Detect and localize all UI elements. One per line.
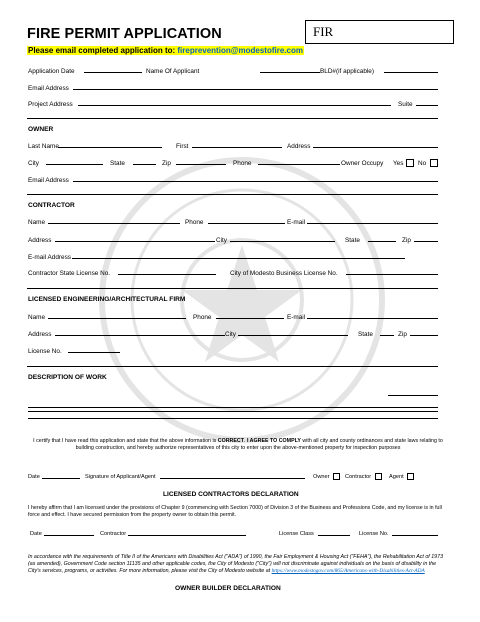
applicant-email-field[interactable] — [73, 89, 438, 90]
label-city: City — [28, 160, 40, 167]
owner-email-field[interactable] — [73, 181, 438, 182]
label-email: E-mail — [287, 219, 306, 226]
owner-checkbox[interactable] — [333, 473, 340, 480]
description-line-4[interactable] — [28, 418, 438, 419]
certification-text-3: with all city and county ordinances and state laws relating to building construction, and hereby authorize representatives of this city to enter upon the above-mentioned property for inspection purposes — [75, 438, 443, 452]
label-zip: Zip — [402, 237, 411, 244]
contractor-email-address-field[interactable] — [72, 258, 405, 259]
description-line-3[interactable] — [28, 411, 438, 412]
owner-phone-field[interactable] — [258, 164, 340, 165]
contractor-city-field[interactable] — [230, 241, 335, 242]
label-email-address: E-mail Address — [28, 254, 71, 261]
label-license-no: License No. — [359, 531, 389, 537]
label-contractor: Contractor — [100, 531, 127, 537]
certification-text-1: I certify that I have read this application and state that the above information is — [33, 438, 218, 444]
firm-license-field[interactable] — [68, 352, 120, 353]
certification-text-2: . — [243, 438, 247, 444]
contractor-email-field[interactable] — [307, 223, 438, 224]
label-signature: Signature of Applicant/Agent — [85, 474, 156, 480]
application-date-field[interactable] — [84, 72, 142, 73]
firm-email-field[interactable] — [307, 318, 438, 319]
firm-zip-field[interactable] — [410, 335, 438, 336]
label-no: No — [418, 160, 427, 167]
divider — [27, 366, 438, 367]
owner-zip-field[interactable] — [176, 164, 226, 165]
label-owner: Owner — [313, 474, 330, 480]
business-license-field[interactable] — [346, 274, 438, 275]
label-first: First — [176, 143, 189, 150]
certification-correct: CORRECT — [217, 438, 244, 444]
divider — [27, 288, 438, 289]
contractor-name-field[interactable] — [48, 223, 180, 224]
owner-address-field[interactable] — [313, 147, 438, 148]
section-contractor: CONTRACTOR — [28, 202, 75, 209]
contractor-checkbox[interactable] — [375, 473, 382, 480]
label-owner-email: Email Address — [28, 177, 69, 184]
firm-state-field[interactable] — [380, 335, 394, 336]
label-state: State — [110, 160, 125, 167]
label-email: E-mail — [287, 314, 306, 321]
label-project-address: Project Address — [28, 101, 73, 108]
label-license: License No. — [28, 348, 62, 355]
label-zip: Zip — [162, 160, 171, 167]
firm-address-field[interactable] — [55, 335, 225, 336]
label-name-of-applicant: Name Of Applicant — [146, 68, 200, 75]
label-contractor: Contractor — [345, 474, 372, 480]
declaration-contractor-field[interactable] — [128, 535, 246, 536]
certification-agree: I AGREE TO COMPLY — [246, 438, 301, 444]
contractor-address-field[interactable] — [55, 241, 215, 242]
page-title: FIRE PERMIT APPLICATION — [27, 26, 222, 42]
applicant-name-field[interactable] — [260, 72, 320, 73]
ada-notice — [28, 554, 448, 575]
permit-number-box[interactable] — [305, 20, 454, 44]
section-description-of-work: DESCRIPTION OF WORK — [28, 374, 107, 381]
bld-field[interactable] — [384, 72, 438, 73]
email-link[interactable]: fireprevention@modestofire.com — [177, 46, 303, 55]
owner-builder-heading: OWNER BUILDER DECLARATION — [175, 585, 281, 592]
description-line-1[interactable] — [388, 395, 438, 396]
label-application-date: Application Date — [28, 68, 75, 75]
section-firm: LICENSED ENGINEERING/ARCHITECTURAL FIRM — [28, 296, 186, 303]
contractor-zip-field[interactable] — [414, 241, 438, 242]
divider — [27, 194, 438, 195]
label-phone: Phone — [185, 219, 204, 226]
label-zip: Zip — [398, 331, 407, 338]
label-contractor-license: Contractor State License No. — [28, 270, 111, 277]
description-line-2[interactable] — [28, 407, 438, 408]
label-name: Name — [28, 314, 46, 321]
owner-occupy-no-checkbox[interactable] — [430, 159, 438, 167]
owner-occupy-yes-checkbox[interactable] — [406, 159, 414, 167]
label-date: Date — [30, 531, 42, 537]
divider — [27, 118, 438, 119]
licensed-contractors-heading: LICENSED CONTRACTORS DECLARATION — [163, 491, 299, 498]
label-state: State — [345, 237, 360, 244]
suite-field[interactable] — [416, 105, 438, 106]
permit-prefix: FIR — [313, 24, 334, 39]
label-agent: Agent — [389, 474, 404, 480]
owner-first-name-field[interactable] — [192, 147, 282, 148]
label-city: City — [225, 331, 237, 338]
label-address: Address — [28, 237, 52, 244]
label-phone: Phone — [233, 160, 252, 167]
ada-notice-text: In accordance with the requirements of Title II of the Americans with Disabilities Act ("ADA") of 1990, the Fair Employment & Housing Act ("FEHA"), the Rehabilitation Act of 1973 (as amended), Government Code section 11135 and other applicable codes, the City of Modesto ("City") will not discriminate against individuals on the basis of disability in the City's services, programs, or activities. For more information, please visit the City of Modesto website at — [28, 554, 444, 574]
label-yes: Yes — [393, 160, 404, 167]
contractor-phone-field[interactable] — [208, 223, 285, 224]
license-class-field[interactable] — [318, 535, 350, 536]
project-address-field[interactable] — [78, 105, 391, 106]
firm-city-field[interactable] — [238, 335, 348, 336]
owner-last-name-field[interactable] — [58, 147, 162, 148]
owner-state-field[interactable] — [133, 164, 156, 165]
firm-name-field[interactable] — [48, 318, 186, 319]
licensed-declaration-text: I hereby affirm that I am licensed under the provisions of Chapter 9 (commencing with Section 7000) of Division 3 of the Business and Professions Code, and my license is in full force and effect. I have secured permission from the property owner to obtain this permit. — [28, 505, 442, 519]
label-name: Name — [28, 219, 46, 226]
label-last-name: Last Name — [28, 143, 59, 150]
certification-date-field[interactable] — [42, 478, 80, 479]
firm-phone-field[interactable] — [216, 318, 284, 319]
email-instructions — [27, 46, 304, 55]
contractor-state-field[interactable] — [368, 241, 396, 242]
declaration-license-no-field[interactable] — [392, 535, 438, 536]
label-suite: Suite — [398, 101, 413, 108]
label-city: City — [216, 237, 228, 244]
certification-text — [28, 438, 448, 452]
label-license-class: License Class — [279, 531, 314, 537]
label-address: Address — [287, 143, 311, 150]
label-business-license: City of Modesto Business License No. — [230, 270, 338, 277]
label-address: Address — [28, 331, 52, 338]
ada-link[interactable]: https://www.modestogov.com/865/Americans-with-Disabilities-Act-ADA — [271, 568, 425, 574]
declaration-date-field[interactable] — [44, 535, 94, 536]
label-email-address: Email Address — [28, 85, 69, 92]
label-date: Date — [28, 474, 40, 480]
label-bld: BLD#(if applicable) — [320, 68, 374, 75]
label-owner-occupy: Owner Occupy — [341, 160, 384, 167]
label-state: State — [358, 331, 373, 338]
email-instructions-text: Please email completed application to: — [28, 46, 178, 55]
label-phone: Phone — [193, 314, 212, 321]
agent-checkbox[interactable] — [407, 473, 414, 480]
owner-city-field[interactable] — [46, 164, 103, 165]
contractor-license-field[interactable] — [118, 274, 216, 275]
signature-field[interactable] — [160, 478, 305, 479]
section-owner: OWNER — [28, 126, 54, 133]
